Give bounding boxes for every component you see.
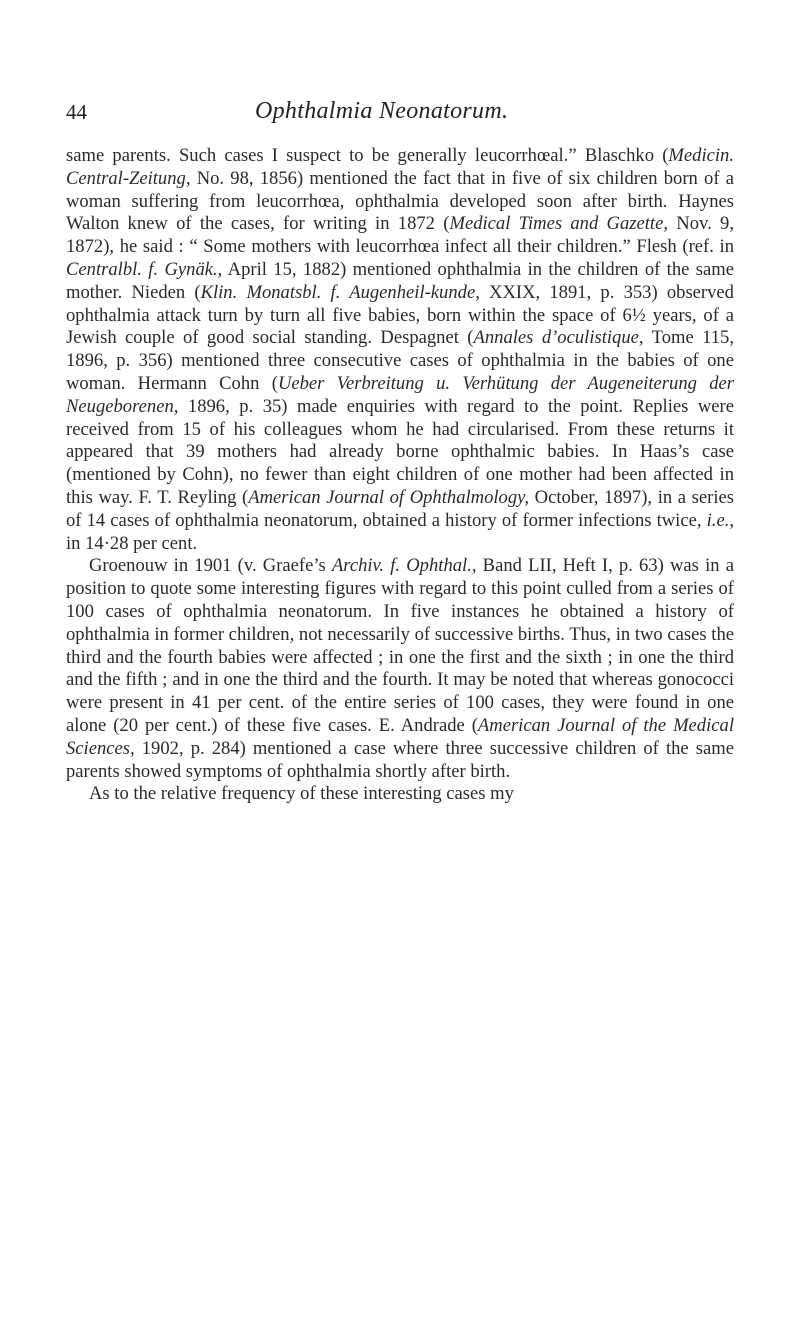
paragraph <box>66 783 734 806</box>
page-header <box>66 100 726 130</box>
citation-title: i.e., <box>706 509 734 531</box>
paragraph <box>66 555 734 783</box>
citation-title: Annales d’oculistique, <box>473 327 644 349</box>
text-run: April 15, 1882) mentioned ophthalmia in the children of the same mother. Nieden ( <box>66 258 734 303</box>
text-run: same parents. Such cases I suspect to be generally leucorrhœal.” Blaschko ( <box>66 145 669 166</box>
body-text <box>66 145 734 806</box>
text-run: Band LII, Heft I, p. 63) was in a position to quote some interesting figures with regard to this point culled from a series of 100 cases of ophthalmia neonatorum. In five instances he obtained a history of ophthalmia in former children, not necessarily of successive births. Thus, in two cases the third and the fourth babies were affected ; in one the first and the sixth ; in one the third and the fifth ; and in one the third and the fourth. It may be noted that whereas gonococci were present in 41 per cent. of the entire series of 100 cases, they were found in one alone (20 per cent.) of these five cases. E. Andrade ( <box>66 555 734 736</box>
citation-title: Archiv. f. Ophthal., <box>331 555 477 577</box>
citation-title: Medicin. Central-Zeitung, <box>66 145 734 189</box>
page-number: 44 <box>66 100 87 124</box>
text-run: No. 98, 1856) mentioned the fact that in five of six children born of a woman suffering from leucorrhœa, ophthalmia developed soon after birth. Haynes Walton knew of the cases, for writing in 1872 ( <box>66 167 734 235</box>
text-run: Nov. 9, 1872), he said : “ Some mothers with leucorrhœa infect all their children.” Flesh (ref. in <box>66 213 734 258</box>
citation-title: Klin. Monatsbl. f. Augenheil-kunde, <box>200 281 480 303</box>
text-run: Groenouw in 1901 (v. Graefe’s <box>89 555 332 577</box>
text-run: October, 1897), in a series of 14 cases of ophthalmia neonatorum, obtained a history of former infections twice, <box>66 486 734 531</box>
text-run: 1896, p. 35) made enquiries with regard to the point. Replies were received from 15 of his colleagues whom he had circularised. From these returns it appeared that 39 mothers had already borne ophthalmic babies. In Haas’s case (mentioned by Cohn), no fewer than eight children of one mother had been affected in this way. F. T. Reyling ( <box>66 395 734 508</box>
citation-title: Medical Times and Gazette, <box>449 213 668 235</box>
running-title: Ophthalmia Neonatorum. <box>255 98 509 124</box>
text-run: As to the relative frequency of these interesting cases my <box>89 783 514 805</box>
text-run: Tome 115, 1896, p. 356) mentioned three consecutive cases of ophthalmia in the babies of one woman. Hermann Cohn ( <box>66 327 734 394</box>
citation-title: American Journal of the Medical Sciences, <box>66 714 734 759</box>
citation-title: American Journal of Ophthalmology, <box>248 486 530 508</box>
text-run: XXIX, 1891, p. 353) observed ophthalmia attack turn by turn all five babies, born within the space of 6½ years, of a Jewish couple of good social standing. Despagnet ( <box>66 281 734 349</box>
paragraph <box>66 145 734 555</box>
text-run: 1902, p. 284) mentioned a case where three successive children of the same parents showed symptoms of ophthalmia shortly after birth. <box>66 737 734 782</box>
citation-title: Centralbl. f. Gynäk., <box>66 258 223 280</box>
text-run: in 14·28 per cent. <box>66 532 198 554</box>
citation-title: Ueber Verbreitung u. Verhütung der Augeneiterung der Neugeborenen, <box>66 372 734 417</box>
